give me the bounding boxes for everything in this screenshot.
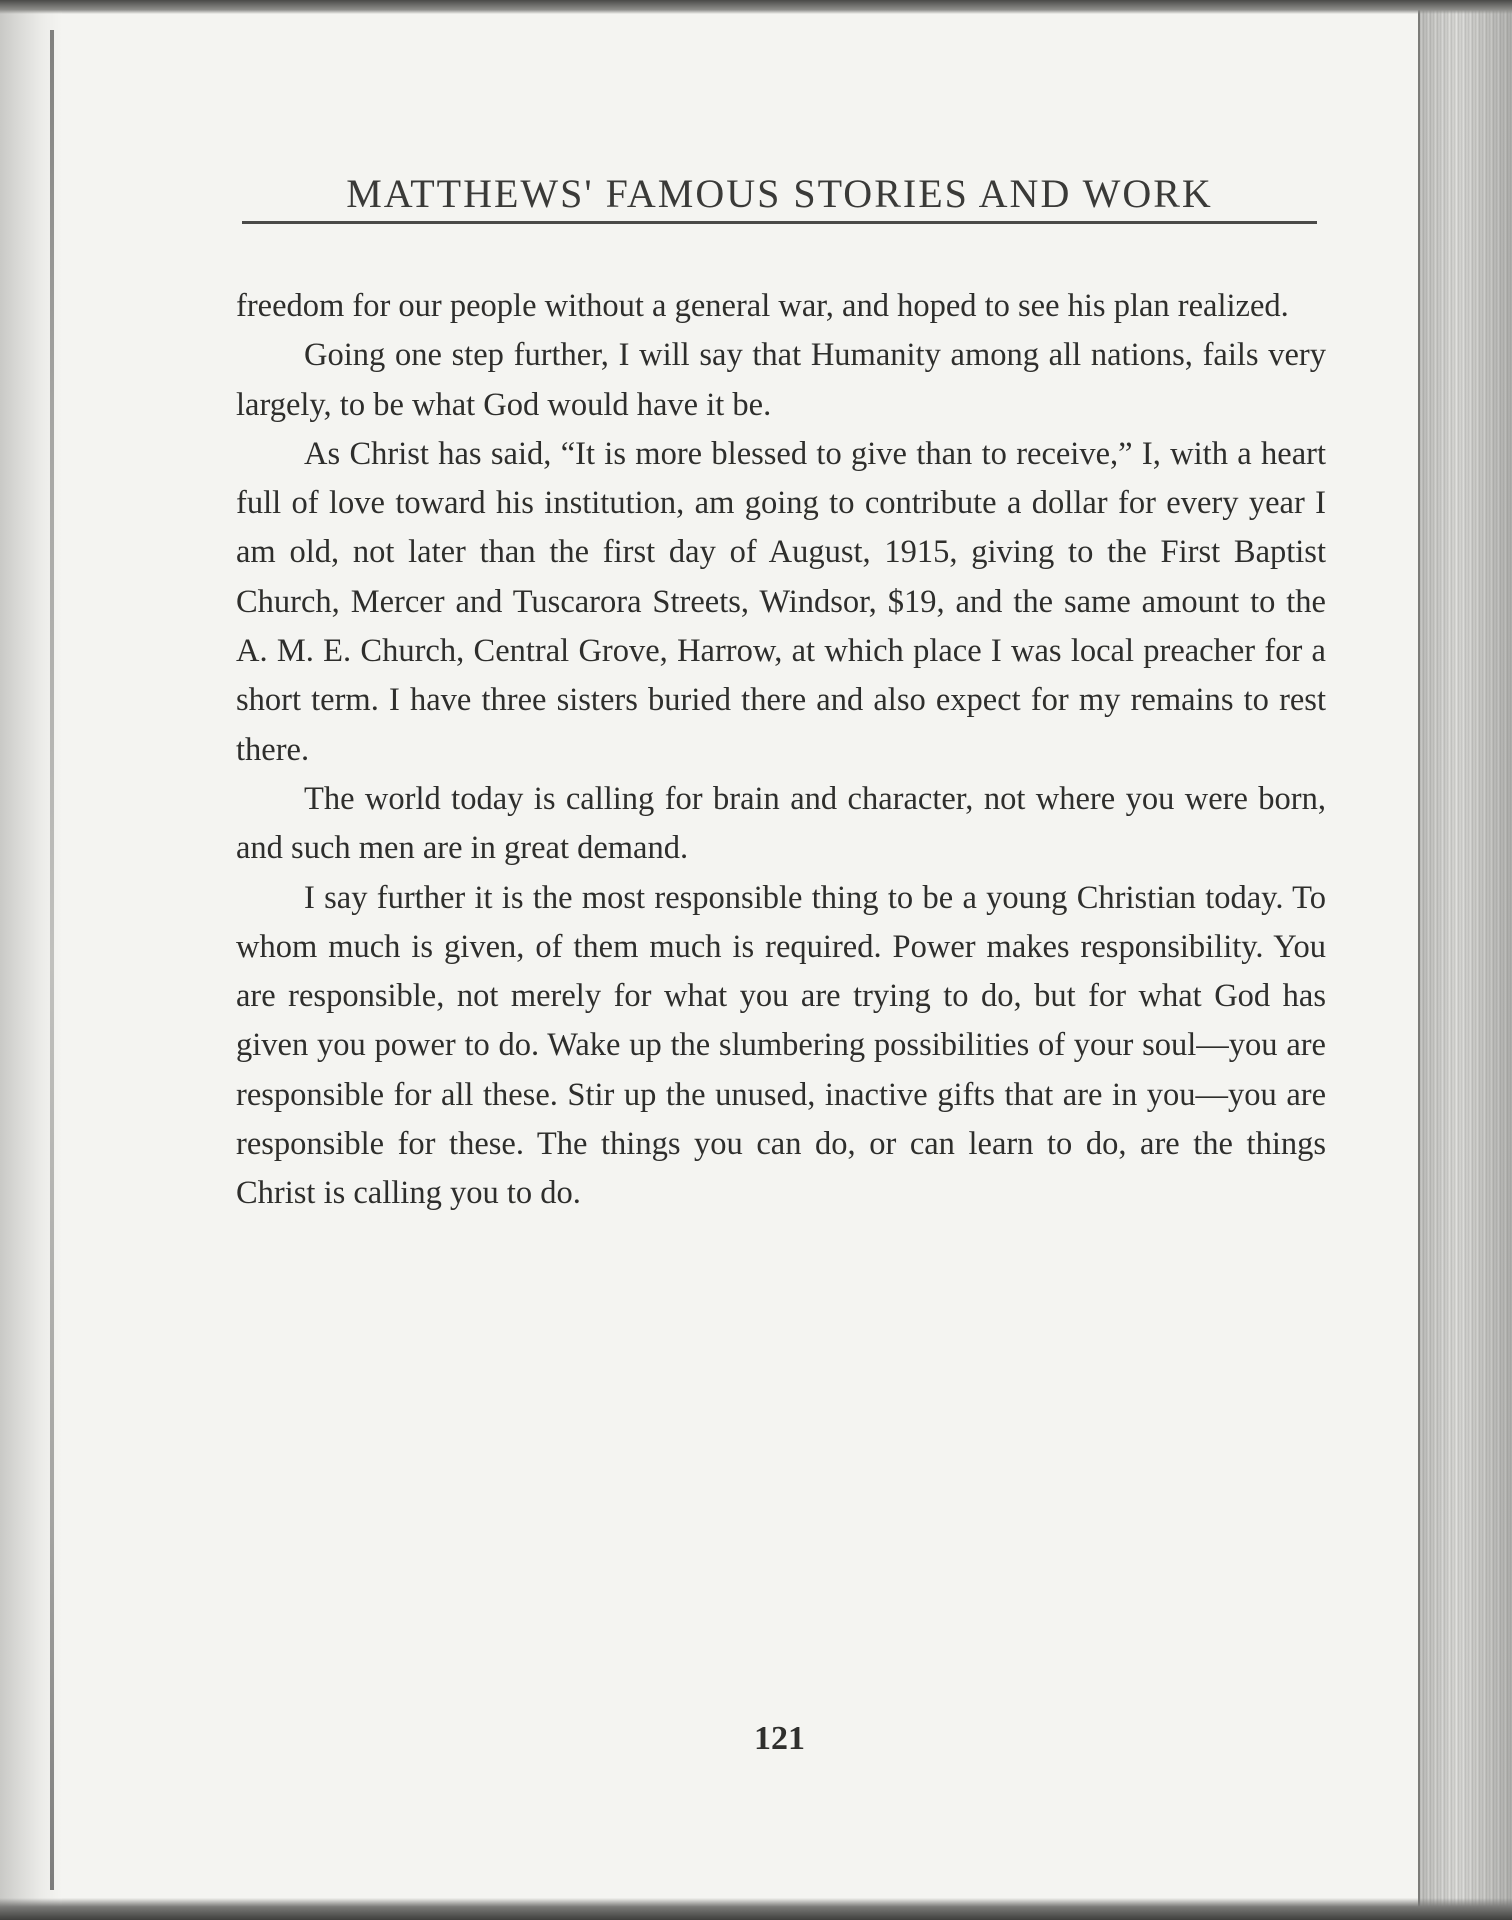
top-scan-edge	[0, 0, 1512, 14]
body-text	[236, 282, 1326, 1219]
header-rule	[242, 221, 1317, 224]
paragraph: Going one step further, I will say that Humanity among all nations, fails very largely, to be what God would have it be.	[236, 337, 1326, 423]
binding-edge-line	[50, 30, 54, 1890]
paragraph: I say further it is the most responsible thing to be a young Christian today. To whom much is given, of them much is required. Power makes responsibility. You are responsible, not merely for what you are trying to do, but for what God has given you power to do. Wake up the slumbering possibilities of your soul—you are responsible for all these. Stir up the unused, inactive gifts that are in you—you are responsible for these. The things you can do, or can learn to do, are the things Christ is calling you to do.	[236, 879, 1326, 1212]
book-page	[62, 14, 1420, 1898]
paragraph-continuation: freedom for our people without a general war, and hoped to see his plan realized.	[236, 288, 1289, 324]
page-stack-shadow	[1420, 10, 1512, 1910]
page-number: 121	[754, 1720, 805, 1757]
paragraph: As Christ has said, “It is more blessed to give than to receive,” I, with a heart full of love toward his institution, am going to contribute a dollar for every year I am old, not later than the first day of August, 1915, giving to the First Baptist Church, Mercer and Tuscarora Streets, Windsor, $19, and the same amount to the A. M. E. Church, Central Grove, Harrow, at which place I was local preacher for a short term. I have three sisters buried there and also expect for my remains to rest there.	[236, 435, 1326, 768]
running-head: MATTHEWS' FAMOUS STORIES AND WORK	[346, 171, 1213, 216]
paragraph: The world today is calling for brain and character, not where you were born, and such men are in great demand.	[236, 780, 1326, 867]
bottom-scan-edge	[0, 1898, 1512, 1920]
